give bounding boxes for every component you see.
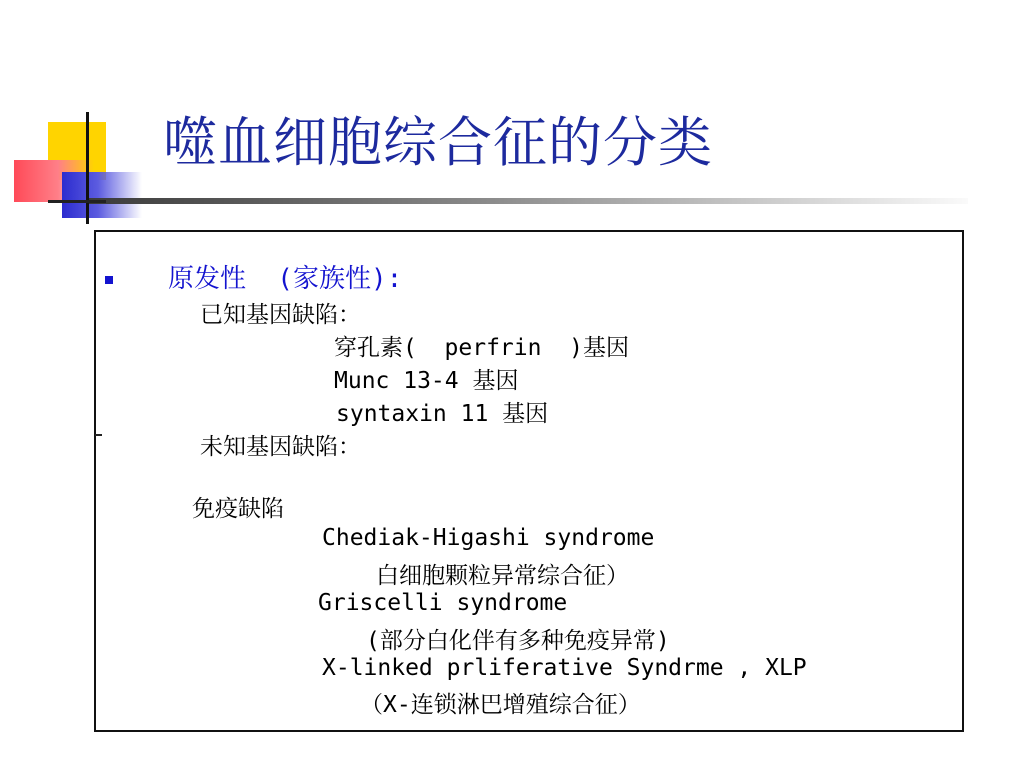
griscelli: Griscelli syndrome	[318, 590, 568, 616]
immune-defects: 免疫缺陷	[192, 496, 284, 522]
title-underline-rule	[88, 198, 968, 204]
decor-tick-mark	[95, 434, 102, 436]
munc-gene: Munc 13-4 基因	[334, 368, 519, 394]
xlp-cn: （X-连锁淋巴增殖综合征）	[360, 692, 641, 718]
decor-vertical-line	[86, 112, 89, 224]
bullet-icon	[105, 276, 113, 284]
decor-blue-bar	[62, 172, 142, 218]
chediak-higashi-cn: 白细胞颗粒异常综合征）	[376, 563, 629, 589]
xlp: X-linked prliferative Syndrme , XLP	[322, 655, 807, 681]
slide-title: 噬血细胞综合征的分类	[163, 111, 713, 174]
perforin-gene: 穿孔素( perfrin )基因	[334, 335, 630, 361]
decor-horizontal-line	[48, 200, 106, 203]
syntaxin-gene: syntaxin 11 基因	[336, 401, 549, 427]
unknown-gene-defects: 未知基因缺陷：	[200, 434, 361, 460]
known-gene-defects: 已知基因缺陷：	[200, 302, 361, 328]
chediak-higashi: Chediak-Higashi syndrome	[322, 525, 655, 551]
heading-primary: 原发性 (家族性):	[168, 264, 403, 294]
griscelli-cn: (部分白化伴有多种免疫异常)	[366, 628, 670, 654]
